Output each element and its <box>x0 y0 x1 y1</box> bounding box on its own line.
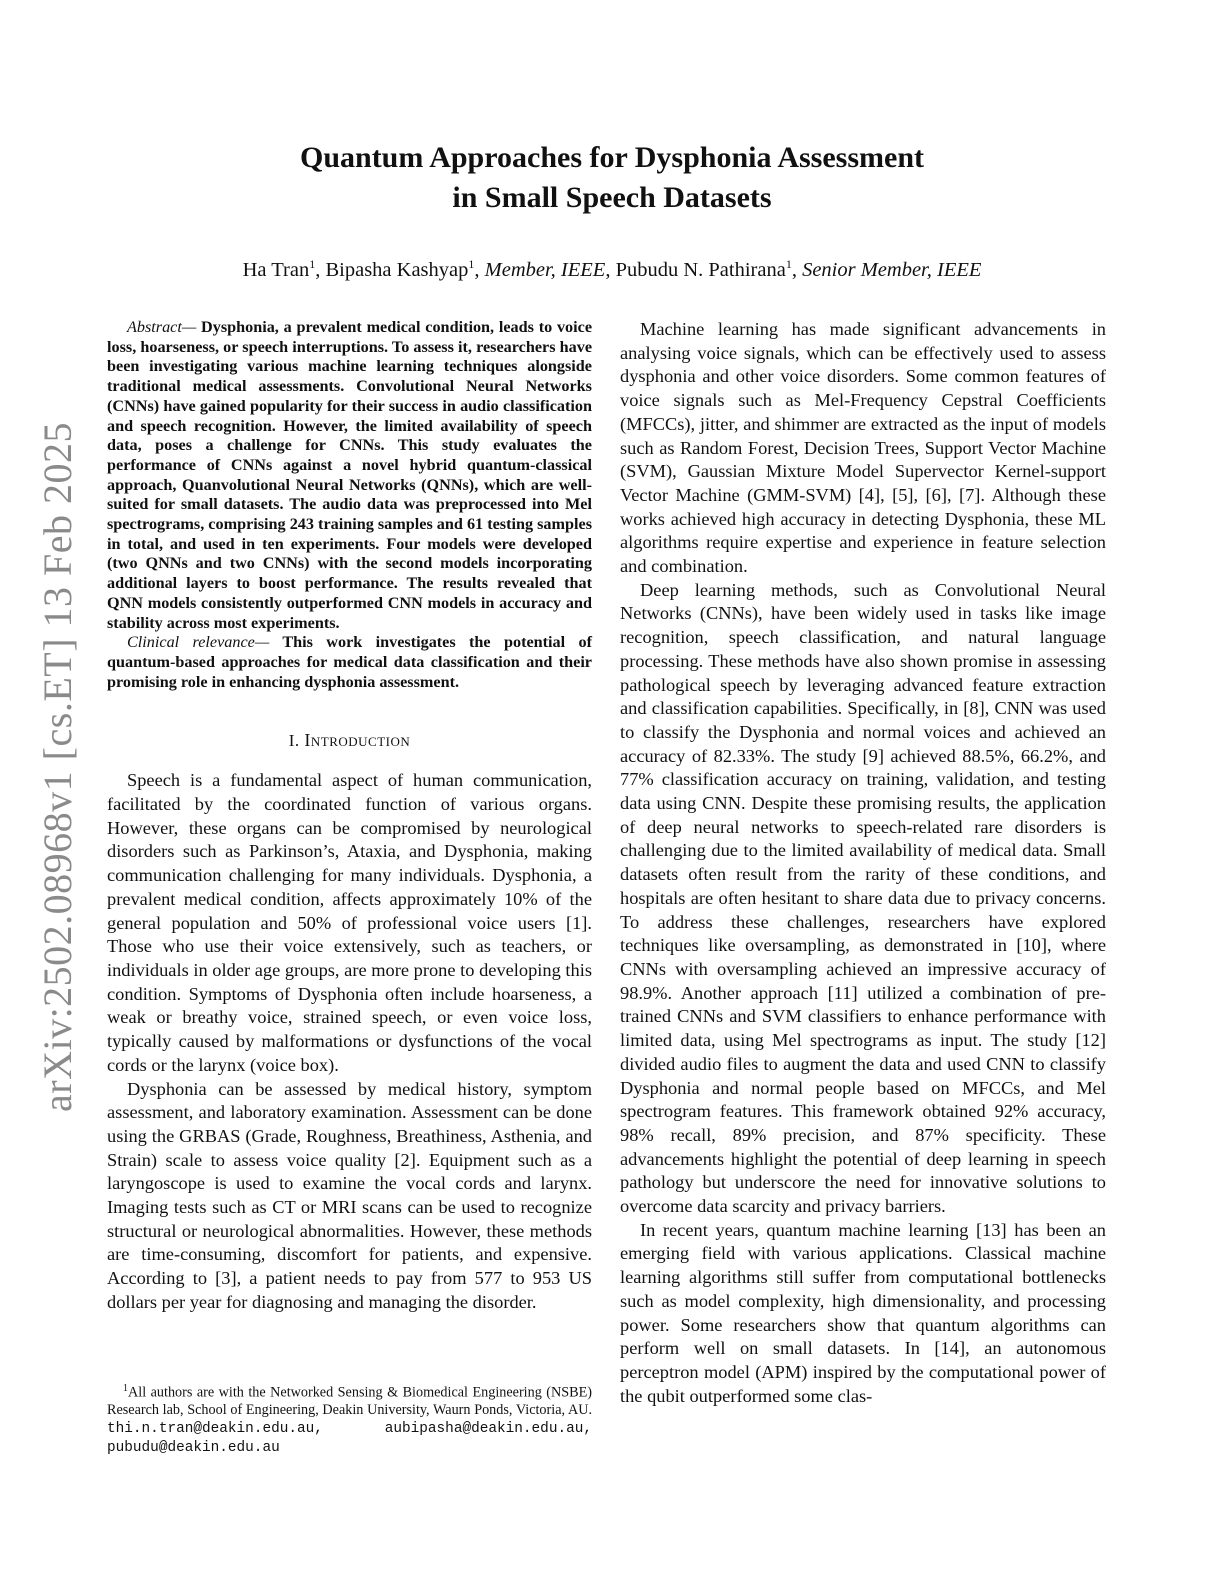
paper-title <box>0 138 1224 218</box>
arxiv-identifier-stamp: arXiv:2502.08968v1 [cs.ET] 13 Feb 2025 <box>35 421 80 1112</box>
author-role: Member, IEEE <box>484 258 606 281</box>
clinical-relevance: Clinical relevance— This work investigates the potential of quantum-based approaches for medical data classification and their promising role in enhancing dysphonia assessment. <box>107 633 592 691</box>
abstract-label: Abstract <box>127 318 182 336</box>
body-paragraph: Deep learning methods, such as Convolutional Neural Networks (CNNs), have been widely used in tasks like image recognition, speech classification, and natural language processing. These methods have also shown promise in assessing pathological speech by leveraging advanced feature extraction and classification capabilities. Specifically, in [8], CNN was used to classify the Dysphonia and normal voices and achieved an accuracy of 82.33%. The study [9] achieved 88.5%, 66.2%, and 77% classification accuracy on training, validation, and testing data using CNN. Despite these promising results, the application of deep neural networks to speech-related rare disorders is challenging due to the limited availability of medical data. Small datasets often result from the rarity of these conditions, and hospitals are often hesitant to share data due to privacy concerns. To address these challenges, researchers have explored techniques like oversampling, as demonstrated in [10], where CNNs with oversampling achieved an impressive accuracy of 98.9%. Another approach [11] utilized a combination of pre-trained CNNs and SVM classifiers to enhance performance with limited data, using Mel spectrograms as input. The study [12] divided audio files to augment the data and used CNN to classify Dysphonia and normal people based on MFCCs, and Mel spectrogram features. This framework obtained 92% accuracy, 98% recall, 89% precision, and 87% specificity. These advancements highlight the potential of deep learning in speech pathology but underscore the need for innovative solutions to overcome data scarcity and privacy barriers. <box>620 579 1106 1217</box>
footnote-text: All authors are with the Networked Sensing & Biomedical Engineering (NSBE) Research lab, School of Engineering, Deakin University, Waurn Ponds, Victoria, AU. <box>107 1384 592 1419</box>
body-paragraph: Machine learning has made significant advancements in analysing voice signals, which can be effectively used to assess dysphonia and other voice disorders. Some common features of voice signals such as Mel-Frequency Cepstral Coefficients (MFCCs), jitter, and shimmer are extracted as the input of models such as Random Forest, Decision Trees, Support Vector Machine (SVM), Gaussian Mixture Model Supervector Kernel-support Vector Machine (GMM-SVM) [4], [5], [6], [7]. Although these works achieved high accuracy in detecting Dysphonia, these ML algorithms require expertise and experience in feature selection and combination. <box>620 319 1106 577</box>
body-paragraph: In recent years, quantum machine learning [13] has been an emerging field with various applications. Classical machine learning algorithms still suffer from computational bottlenecks such as model complexity, high dimensionality, and processing power. Some researchers show that quantum algorithms can perform well on small datasets. In [14], an autonomous perceptron model (APM) inspired by the computational power of the qubit outperformed some clas- <box>620 1219 1106 1406</box>
clinical-relevance-text: This work investigates the potential of quantum-based approaches for medical data classification and their promising role in enhancing dysphonia assessment. <box>107 633 592 691</box>
affiliation-marker: 1 <box>468 257 475 271</box>
title-line-2: in Small Speech Datasets <box>452 181 772 214</box>
author-name: Pubudu N. Pathirana <box>615 258 786 281</box>
right-column <box>620 318 1106 1408</box>
abstract-text: Dysphonia, a prevalent medical condition, leads to voice loss, hoarseness, or speech interruptions. To assess it, researchers have been investigating various machine learning techniques alongside traditional medical assessments. Convolutional Neural Networks (CNNs) have gained popularity for their success in audio classification and speech recognition. However, the limited availability of speech data, poses a challenge for CNNs. This study evaluates the performance of CNNs against a novel hybrid quantum-classical approach, Quanvolutional Neural Networks (QNNs), which are well-suited for small datasets. The audio data was preprocessed into Mel spectrograms, comprising 243 training samples and 61 testing samples in total, and used in ten experiments. Four models were developed (two QNNs and two CNNs) with the second models incorporating additional layers to boost performance. The results revealed that QNN models consistently outperformed CNN models in accuracy and stability across most experiments. <box>107 318 592 632</box>
section-number: I. <box>288 731 300 751</box>
author-name: Ha Tran <box>242 258 310 281</box>
footnote-marker: 1 <box>123 1383 128 1394</box>
affiliation-footnote <box>107 1380 592 1457</box>
abstract: Abstract— Dysphonia, a prevalent medical condition, leads to voice loss, hoarseness, or speech interruptions. To assess it, researchers have been investigating various machine learning techniques alongside traditional medical assessments. Convolutional Neural Networks (CNNs) have gained popularity for their success in audio classification and speech recognition. However, the limited availability of speech data, poses a challenge for CNNs. This study evaluates the performance of CNNs against a novel hybrid quantum-classical approach, Quanvolutional Neural Networks (QNNs), which are well-suited for small datasets. The audio data was preprocessed into Mel spectrograms, comprising 243 training samples and 61 testing samples in total, and used in ten experiments. Four models were developed (two QNNs and two CNNs) with the second models incorporating additional layers to boost performance. The results revealed that QNN models consistently outperformed CNN models in accuracy and stability across most experiments. <box>107 318 592 632</box>
author-name: Bipasha Kashyap <box>325 258 469 281</box>
section-title: Introduction <box>304 730 411 751</box>
affiliation-marker: 1 <box>309 257 316 271</box>
clinical-relevance-label: Clinical relevance <box>127 633 255 652</box>
affiliation-marker: 1 <box>785 257 792 271</box>
author-role: Senior Member, IEEE <box>802 258 982 281</box>
footnote-emails: thi.n.tran@deakin.edu.au, aubipasha@deakin.edu.au, pubudu@deakin.edu.au <box>107 1420 592 1456</box>
title-line-1: Quantum Approaches for Dysphonia Assessment <box>299 141 924 174</box>
author-list: Ha Tran$^1$, Bipasha Kashyap$^1$, Member, IEEE, Pubudu N. Pathirana$^1$, Senior Member, IEEE <box>242 257 982 281</box>
body-paragraph: Speech is a fundamental aspect of human communication, facilitated by the coordinated function of various organs. However, these organs can be compromised by neurological disorders such as Parkinson’s, Ataxia, and Dysphonia, making communication challenging for many individuals. Dysphonia, a prevalent medical condition, affects approximately 10% of the general population and 50% of professional voice users [1]. Those who use their voice extensively, such as teachers, or individuals in older age groups, are more prone to developing this condition. Symptoms of Dysphonia often include hoarseness, a weak or breathy voice, strained speech, or even voice loss, typically caused by malformations or dysfunctions of the vocal cords or the larynx (voice box). <box>107 770 592 1075</box>
section-heading-introduction <box>107 730 592 751</box>
left-column <box>107 318 592 1315</box>
body-paragraph: Dysphonia can be assessed by medical history, symptom assessment, and laboratory examination. Assessment can be done using the GRBAS (Grade, Roughness, Breathiness, Asthenia, and Strain) scale to assess voice quality [2]. Equipment such as a laryngoscope is used to examine the vocal cords and larynx. Imaging tests such as CT or MRI scans can be used to recognize structural or neurological abnormalities. However, these methods are time-consuming, discomfort for patients, and expensive. According to [3], a patient needs to pay from 577 to 953 US dollars per year for diagnosing and managing the disorder. <box>107 1078 592 1312</box>
